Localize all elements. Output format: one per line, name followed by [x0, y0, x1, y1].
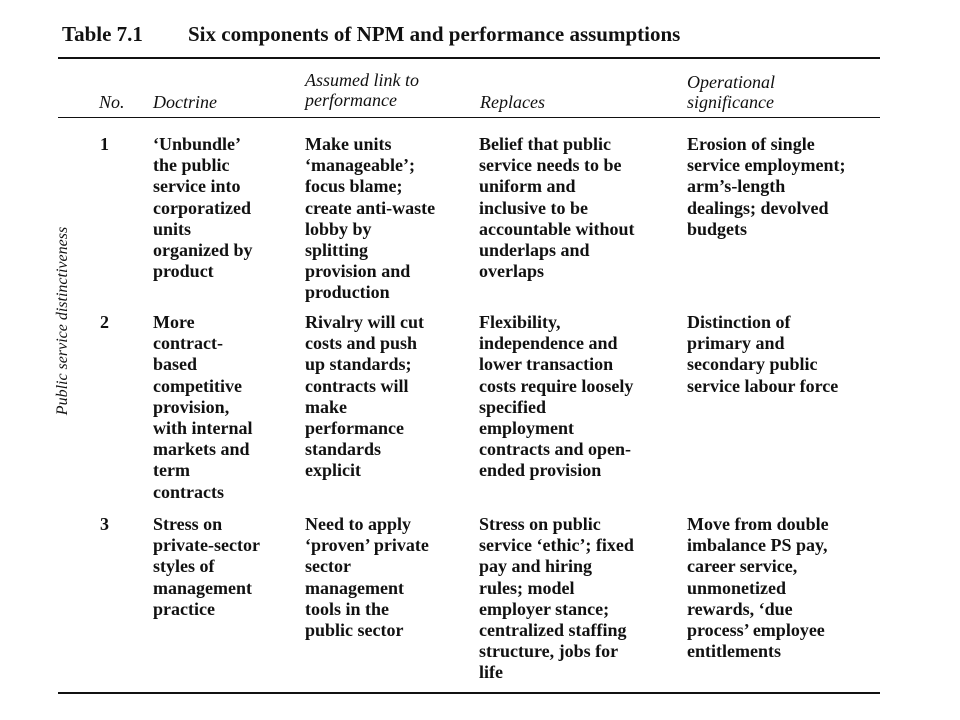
cell-line: accountable without [479, 218, 635, 239]
cell-line: Flexibility, [479, 312, 561, 332]
cell-line: the public [153, 155, 230, 176]
cell-line: career service, [687, 556, 798, 577]
row-number: 1 [100, 134, 109, 154]
cell-line: performance [305, 418, 404, 439]
table-title [62, 22, 680, 47]
cell-line: Need to apply [305, 514, 412, 534]
cell-line: sector [305, 556, 351, 577]
cell-line: splitting [305, 240, 369, 261]
cell-line: service ‘ethic’; fixed [479, 535, 634, 556]
cell-significance [687, 514, 829, 662]
cell-line: employment [479, 418, 574, 439]
cell-line: Make units [305, 134, 392, 154]
cell-line: markets and [153, 439, 250, 460]
cell-line: focus blame; [305, 176, 403, 197]
cell-link [305, 312, 424, 482]
bottom-rule [58, 692, 880, 694]
cell-line: competitive [153, 375, 242, 396]
cell-line: budgets [687, 218, 748, 239]
cell-doctrine [153, 312, 253, 503]
cell-link [305, 134, 435, 304]
cell-significance [687, 134, 845, 240]
cell-line: provision, [153, 396, 230, 417]
cell-line: production [305, 282, 390, 303]
cell-line: contracts [153, 481, 224, 502]
cell-line: units [153, 218, 192, 239]
cell-line: tools in the [305, 598, 390, 619]
row-number: 2 [100, 312, 109, 332]
cell-line: management [153, 577, 252, 598]
cell-line: Stress on public [479, 514, 601, 534]
cell-line: service into [153, 176, 241, 197]
header-significance-line: significance [687, 92, 774, 112]
cell-line: contracts and open- [479, 439, 631, 460]
cell-line: product [153, 261, 214, 282]
table-caption: Six components of NPM and performance assumptions [188, 22, 681, 46]
cell-line: service labour force [687, 375, 839, 396]
cell-line: public sector [305, 620, 404, 641]
cell-line: organized by [153, 240, 253, 261]
cell-line: term [153, 460, 190, 481]
cell-line: employer stance; [479, 598, 610, 619]
cell-line: private-sector [153, 535, 260, 556]
cell-doctrine [153, 134, 253, 282]
cell-line: costs require loosely [479, 375, 634, 396]
cell-line: pay and hiring [479, 556, 593, 577]
cell-line: life [479, 662, 503, 683]
cell-line: explicit [305, 460, 361, 481]
cell-line: process’ employee [687, 620, 825, 641]
cell-line: ‘proven’ private [305, 535, 429, 556]
header-link-line: performance [305, 90, 397, 110]
cell-line: primary and [687, 333, 785, 354]
cell-line: Rivalry will cut [305, 312, 424, 332]
cell-line: rewards, ‘due [687, 598, 793, 619]
side-label: Public service distinctiveness [54, 226, 71, 416]
cell-line: entitlements [687, 641, 781, 662]
cell-line: create anti-waste [305, 197, 436, 218]
cell-line: rules; model [479, 577, 575, 598]
cell-line: imbalance PS pay, [687, 535, 828, 556]
cell-line: uniform and [479, 176, 576, 197]
cell-line: make [305, 396, 347, 417]
cell-line: lower transaction [479, 354, 614, 375]
cell-line: specified [479, 396, 546, 417]
cell-line: Stress on [153, 514, 223, 534]
cell-line: Distinction of [687, 312, 791, 332]
cell-line: structure, jobs for [479, 641, 619, 662]
cell-line: ‘manageable’; [305, 155, 415, 176]
cell-line: More [153, 312, 195, 332]
cell-line: management [305, 577, 404, 598]
cell-replaces [479, 514, 634, 684]
cell-line: corporatized [153, 197, 251, 218]
header-significance-line: Operational [687, 72, 775, 92]
cell-line: secondary public [687, 354, 818, 375]
cell-line: standards [305, 439, 382, 460]
cell-line: contracts will [305, 375, 409, 396]
header-doctrine: Doctrine [153, 92, 217, 112]
cell-line: provision and [305, 261, 411, 282]
cell-line: Move from double [687, 514, 829, 534]
cell-line: costs and push [305, 333, 418, 354]
cell-line: up standards; [305, 354, 412, 375]
cell-line: styles of [153, 556, 215, 577]
cell-line: contract- [153, 333, 223, 354]
cell-line: service employment; [687, 155, 846, 176]
header-rule [58, 117, 880, 118]
cell-line: underlaps and [479, 240, 590, 261]
cell-line: with internal [153, 418, 253, 439]
header-link-line: Assumed link to [305, 70, 419, 90]
cell-line: overlaps [479, 261, 544, 282]
cell-line: dealings; devolved [687, 197, 829, 218]
cell-significance [687, 312, 838, 397]
header-link [305, 70, 419, 110]
header-no: No. [99, 92, 125, 112]
cell-line: Belief that public [479, 134, 612, 154]
header-significance [687, 72, 775, 112]
cell-doctrine [153, 514, 260, 620]
cell-line: ended provision [479, 460, 602, 481]
cell-link [305, 514, 429, 641]
cell-line: service needs to be [479, 155, 622, 176]
cell-replaces [479, 134, 635, 282]
cell-line: independence and [479, 333, 618, 354]
cell-line: based [153, 354, 198, 375]
cell-line: inclusive to be [479, 197, 589, 218]
top-rule [58, 57, 880, 59]
row-number: 3 [100, 514, 109, 534]
cell-line: practice [153, 598, 215, 619]
table-number: Table 7.1 [62, 22, 143, 46]
cell-line: centralized staffing [479, 620, 627, 641]
cell-replaces [479, 312, 633, 482]
cell-line: arm’s-length [687, 176, 786, 197]
cell-line: Erosion of single [687, 134, 815, 154]
cell-line: ‘Unbundle’ [153, 134, 242, 154]
cell-line: unmonetized [687, 577, 786, 598]
cell-line: lobby by [305, 218, 372, 239]
header-replaces: Replaces [480, 92, 545, 112]
